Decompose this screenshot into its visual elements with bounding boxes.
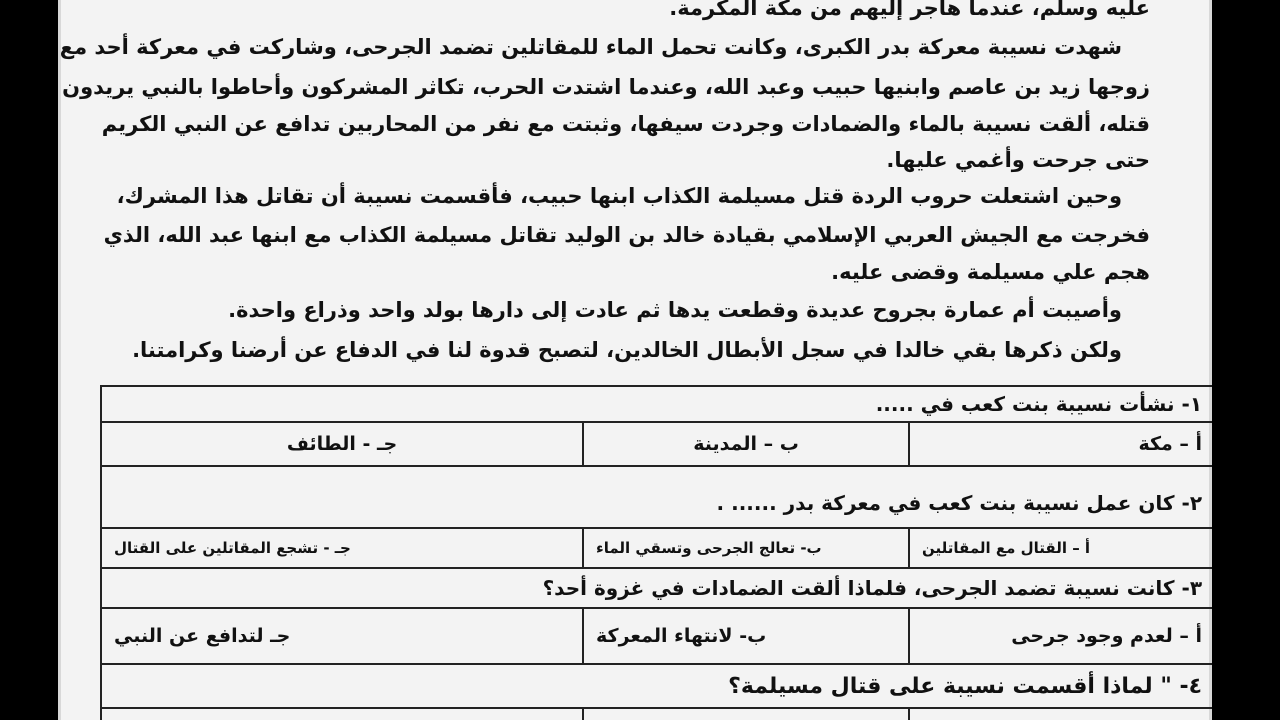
q3-option-c[interactable]: جـ لتدافع عن النبي — [101, 608, 583, 664]
q1-option-c[interactable]: جـ - الطائف — [101, 422, 583, 466]
passage-line: شهدت نسيبة معركة بدر الكبرى، وكانت تحمل الماء للمقاتلين تضمد الجرحى، وشاركت في معركة أحد مع — [59, 35, 1122, 59]
q2-option-c[interactable]: جـ - تشجع المقاتلين على القتال — [101, 528, 583, 568]
passage-line: وأصيبت أم عمارة بجروح عديدة وقطعت يدها ثم عادت إلى دارها بولد واحد وذراع واحدة. — [228, 298, 1122, 322]
passage-line: زوجها زيد بن عاصم وابنيها حبيب وعبد الله، وعندما اشتدت الحرب، تكاثر المشركون وأحاطوا بالنبي يريدون — [62, 75, 1150, 99]
q1-option-a[interactable]: أ – مكة — [909, 422, 1212, 466]
passage-line: قتله، ألقت نسيبة بالماء والضمادات وجردت سيفها، وثبتت مع نفر من المحاربين تدافع عن النبي الكريم — [101, 112, 1150, 136]
passage-line: هجم علي مسيلمة وقضى عليه. — [831, 260, 1150, 284]
passage-line: فخرجت مع الجيش العربي الإسلامي بقيادة خالد بن الوليد تقاتل مسيلمة الكذاب مع ابنها عبد الله، الذي — [103, 223, 1150, 247]
options-row — [101, 608, 1212, 664]
q4-option-c[interactable] — [101, 708, 583, 720]
options-row — [101, 528, 1212, 568]
q3-option-b[interactable]: ب- لانتهاء المعركة — [583, 608, 909, 664]
passage-line: وحين اشتعلت حروب الردة قتل مسيلمة الكذاب ابنها حبيب، فأقسمت نسيبة أن تقاتل هذا المشرك، — [116, 184, 1122, 208]
passage-line: ولكن ذكرها بقي خالدا في سجل الأبطال الخالدين، لتصبح قدوة لنا في الدفاع عن أرضنا وكرامتنا. — [132, 338, 1122, 362]
q2-option-b[interactable]: ب- تعالج الجرحى وتسقي الماء — [583, 528, 909, 568]
q4-option-b[interactable] — [583, 708, 909, 720]
question-row — [101, 664, 1212, 708]
questions-table — [100, 385, 1212, 720]
passage-line: حتى جرحت وأغمي عليها. — [886, 148, 1150, 172]
question-3-text: ٣- كانت نسيبة تضمد الجرحى، فلماذا ألقت الضمادات في غزوة أحد؟ — [101, 568, 1212, 608]
q2-option-a[interactable]: أ – القتال مع المقاتلين — [909, 528, 1212, 568]
question-row — [101, 568, 1212, 608]
question-4-text: ٤- " لماذا أقسمت نسيبة على قتال مسيلمة؟ — [101, 664, 1212, 708]
question-2-text: ٢- كان عمل نسيبة بنت كعب في معركة بدر ...... . — [101, 466, 1212, 528]
options-row — [101, 708, 1212, 720]
question-row — [101, 466, 1212, 528]
worksheet-page — [58, 0, 1212, 720]
question-row — [101, 386, 1212, 422]
q4-option-a[interactable] — [909, 708, 1212, 720]
page-left-edge — [58, 0, 61, 720]
question-1-text: ١- نشأت نسيبة بنت كعب في ..... — [101, 386, 1212, 422]
q1-option-b[interactable]: ب – المدينة — [583, 422, 909, 466]
passage-line: عليه وسلم، عندما هاجر إليهم من مكة المكرمة. — [669, 0, 1150, 20]
options-row — [101, 422, 1212, 466]
q3-option-a[interactable]: أ – لعدم وجود جرحى — [909, 608, 1212, 664]
